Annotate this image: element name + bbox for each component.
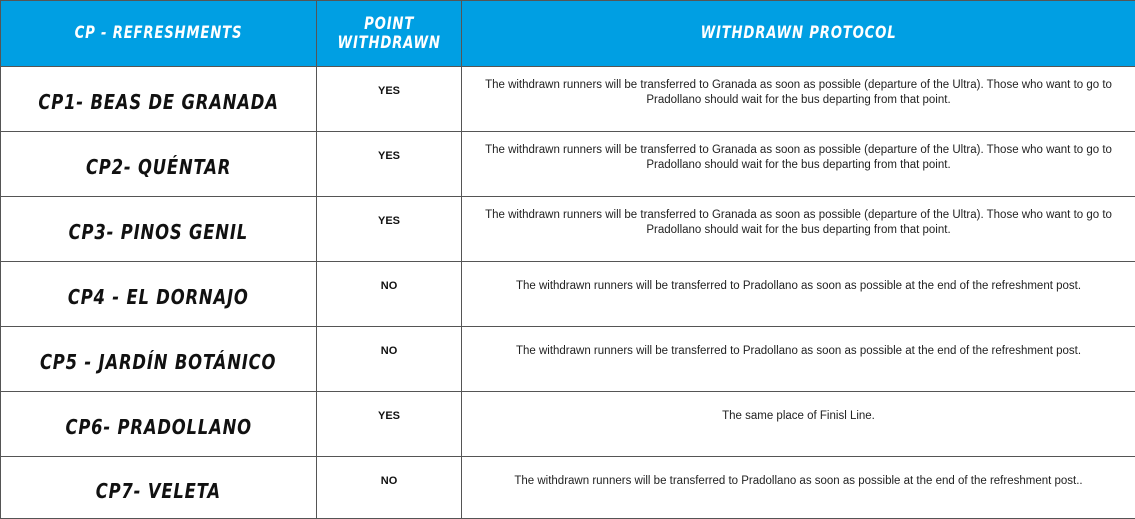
header-withdrawn-protocol: WITHDRAWN PROTOCOL <box>462 1 1135 67</box>
table-row <box>1 327 1135 392</box>
withdrawn-protocol-text: The withdrawn runners will be transferred to Pradollano as soon as possible at the end of the refreshment post. <box>462 262 1135 327</box>
header-point-line1: POINT <box>364 14 414 34</box>
withdrawn-protocol-text: The withdrawn runners will be transferred to Pradollano as soon as possible at the end of the refreshment post. <box>462 327 1135 392</box>
table-row <box>1 392 1135 457</box>
point-withdrawn-value: YES <box>317 67 462 132</box>
checkpoint-name: CP7- VELETA <box>1 457 317 519</box>
withdrawn-protocol-text: The withdrawn runners will be transferred to Granada as soon as possible (departure of the Ultra). Those who want to go to Pradollano should wait for the bus departing from that point. <box>462 67 1135 132</box>
point-withdrawn-value: YES <box>317 392 462 457</box>
withdrawn-protocol-text: The same place of Finisl Line. <box>462 392 1135 457</box>
table-row <box>1 197 1135 262</box>
table-row <box>1 262 1135 327</box>
point-withdrawn-value: NO <box>317 262 462 327</box>
checkpoint-name: CP5 - JARDÍN BOTÁNICO <box>1 327 317 392</box>
header-refreshments: CP - REFRESHMENTS <box>1 1 317 67</box>
table-row <box>1 132 1135 197</box>
withdrawn-protocol-text: The withdrawn runners will be transferred to Granada as soon as possible (departure of the Ultra). Those who want to go to Pradollano should wait for the bus departing from that point. <box>462 132 1135 197</box>
withdrawn-protocol-text: The withdrawn runners will be transferred to Pradollano as soon as possible at the end of the refreshment post.. <box>462 457 1135 519</box>
table-header-row <box>1 1 1135 67</box>
point-withdrawn-value: NO <box>317 327 462 392</box>
table-row <box>1 457 1135 519</box>
checkpoint-name: CP4 - EL DORNAJO <box>1 262 317 327</box>
checkpoint-name: CP3- PINOS GENIL <box>1 197 317 262</box>
header-point-withdrawn <box>317 1 462 67</box>
withdrawn-protocol-text: The withdrawn runners will be transferred to Granada as soon as possible (departure of the Ultra). Those who want to go to Pradollano should wait for the bus departing from that point. <box>462 197 1135 262</box>
table-row <box>1 67 1135 132</box>
checkpoint-name: CP6- PRADOLLANO <box>1 392 317 457</box>
checkpoint-name: CP1- BEAS DE GRANADA <box>1 67 317 132</box>
point-withdrawn-value: NO <box>317 457 462 519</box>
point-withdrawn-value: YES <box>317 197 462 262</box>
header-point-line2: WITHDRAWN <box>337 33 440 53</box>
point-withdrawn-value: YES <box>317 132 462 197</box>
checkpoint-name: CP2- QUÉNTAR <box>1 132 317 197</box>
